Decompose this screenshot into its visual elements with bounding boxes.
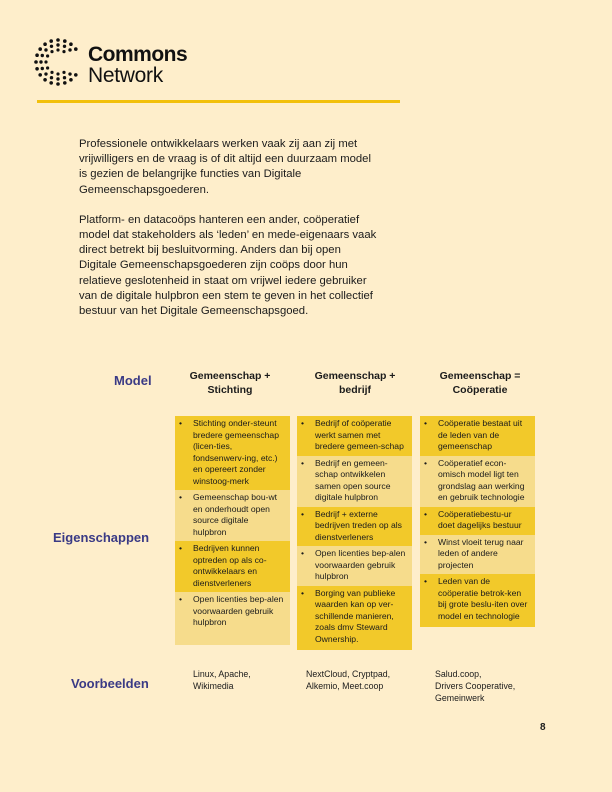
bullet-icon: • — [424, 457, 428, 468]
property-cell — [175, 592, 290, 645]
bullet-icon: • — [301, 457, 305, 468]
column-header-line: Stichting — [207, 384, 253, 396]
bullet-icon: • — [301, 418, 305, 428]
property-cell — [175, 541, 290, 592]
page-number: 8 — [540, 722, 546, 733]
header-rule — [37, 100, 400, 103]
property-cell — [420, 456, 535, 507]
bullet-icon: • — [424, 536, 428, 547]
logo-text-commons: Commons — [88, 43, 188, 66]
property-cell — [297, 507, 412, 547]
property-text: Bedrijf en gemeen-schap ontwikkelen samen open source digitale hulpbron — [315, 457, 391, 502]
bullet-icon: • — [301, 548, 305, 558]
bullet-icon: • — [179, 543, 183, 553]
property-cell — [175, 490, 290, 541]
intro-paragraph-2: Platform- en datacoöps hanteren een ander, coöperatief model dat stakeholders als ‘leden’ en mede-eigenaars vaak direct betrekt bij besluitvorming. Anders dan bij open Digitale Gemeenschapsgoederen zijn coöps door hun relatieve geslotenheid in staat om vrijwel iedere gebruiker van de digitale hulpbron een stem te geven in het collectief bestuur van het Digitale Gemeenschapsgoed. — [79, 213, 377, 318]
example-line: NextCloud, Cryptpad, — [306, 669, 391, 679]
column-header-line: Gemeenschap + — [189, 370, 271, 382]
property-text: Borging van publieke waarden kan op ver-schillende manieren, zoals dmv Steward Ownership. — [315, 587, 396, 644]
column-header-line: Coöperatie — [452, 384, 508, 396]
property-cell — [420, 507, 535, 535]
property-text: Coöperatie bestaat uit de leden van de gemeenschap — [438, 418, 523, 451]
example-line: Alkemio, Meet.coop — [306, 681, 384, 691]
bullet-icon: • — [301, 587, 305, 598]
bullet-icon: • — [424, 418, 428, 428]
column-header-cooperatie — [422, 369, 538, 397]
property-cell — [297, 456, 412, 507]
property-cell — [297, 546, 412, 586]
examples-bedrijf — [306, 668, 390, 692]
property-text: Bedrijven kunnen optreden op als co-ontwikkelaars en dienstverleners — [193, 543, 267, 588]
column-bedrijf — [297, 416, 412, 650]
bullet-icon: • — [301, 508, 305, 519]
row-label-voorbeelden: Voorbeelden — [71, 676, 149, 691]
logo-text-network: Network — [88, 64, 163, 87]
logo-dots-icon — [34, 36, 86, 88]
column-header-stichting — [172, 369, 288, 397]
example-line: Linux, Apache, — [193, 669, 251, 679]
examples-cooperatie — [435, 668, 515, 704]
commons-network-logo — [34, 36, 194, 86]
column-header-bedrijf — [297, 369, 413, 397]
column-cooperatie — [420, 416, 535, 627]
column-header-line: Gemeenschap + — [314, 370, 396, 382]
example-line: Gemeinwerk — [435, 693, 485, 703]
bullet-icon: • — [424, 508, 428, 519]
examples-stichting — [193, 668, 251, 692]
property-text: Winst vloeit terug naar leden of andere projecten — [438, 536, 524, 570]
bullet-icon: • — [179, 594, 183, 604]
property-text: Gemeenschap bou-wt en onderhoudt open source digitale hulpbron — [193, 492, 278, 537]
property-text: Bedrijf + externe bedrijven treden op als dienstverleners — [315, 508, 402, 542]
bullet-icon: • — [424, 576, 428, 586]
bullet-icon: • — [179, 492, 183, 502]
bullet-icon: • — [179, 418, 183, 428]
property-text: Open licenties bep-alen voorwaarden gebruik hulpbron — [193, 594, 284, 627]
property-text: Open licenties bep-alen voorwaarden gebruik hulpbron — [315, 548, 406, 581]
intro-text — [79, 137, 379, 334]
property-text: Leden van de coöperatie betrok-ken bij grote beslu-iten over model en technologie — [438, 576, 528, 621]
example-line: Drivers Cooperative, — [435, 681, 516, 691]
intro-paragraph-1: Professionele ontwikkelaars werken vaak zij aan zij met vrijwilligers en de vraag is of dit altijd een duurzaam model is gezien de belangrijke functies van Digitale Gemeenschapsgoederen. — [79, 138, 371, 196]
column-header-line: bedrijf — [338, 384, 372, 396]
column-header-line: Gemeenschap = — [439, 370, 521, 382]
row-label-eigenschappen: Eigenschappen — [53, 530, 150, 545]
property-cell — [175, 416, 290, 490]
property-cell — [297, 586, 412, 651]
property-cell — [420, 416, 535, 456]
property-cell — [420, 574, 535, 627]
example-line: Salud.coop, — [435, 669, 482, 679]
property-text: Coöperatiebestu-ur doet dagelijks bestuur — [438, 508, 522, 530]
property-text: Stichting onder-steunt bredere gemeenschap (licen-ties, fondsenwerv-ing, etc.) en opereert zonder winstoog-merk — [193, 418, 279, 486]
property-text: Bedrijf of coöperatie werkt samen met bredere gemeen-schap — [315, 418, 404, 451]
row-label-model: Model — [114, 373, 152, 388]
property-cell — [297, 416, 412, 456]
example-line: Wikimedia — [193, 681, 234, 691]
column-stichting — [175, 416, 290, 645]
property-text: Coöperatief econ-omisch model ligt ten grondslag aan werking en gebruik technologie — [438, 457, 525, 502]
property-cell — [420, 535, 535, 575]
